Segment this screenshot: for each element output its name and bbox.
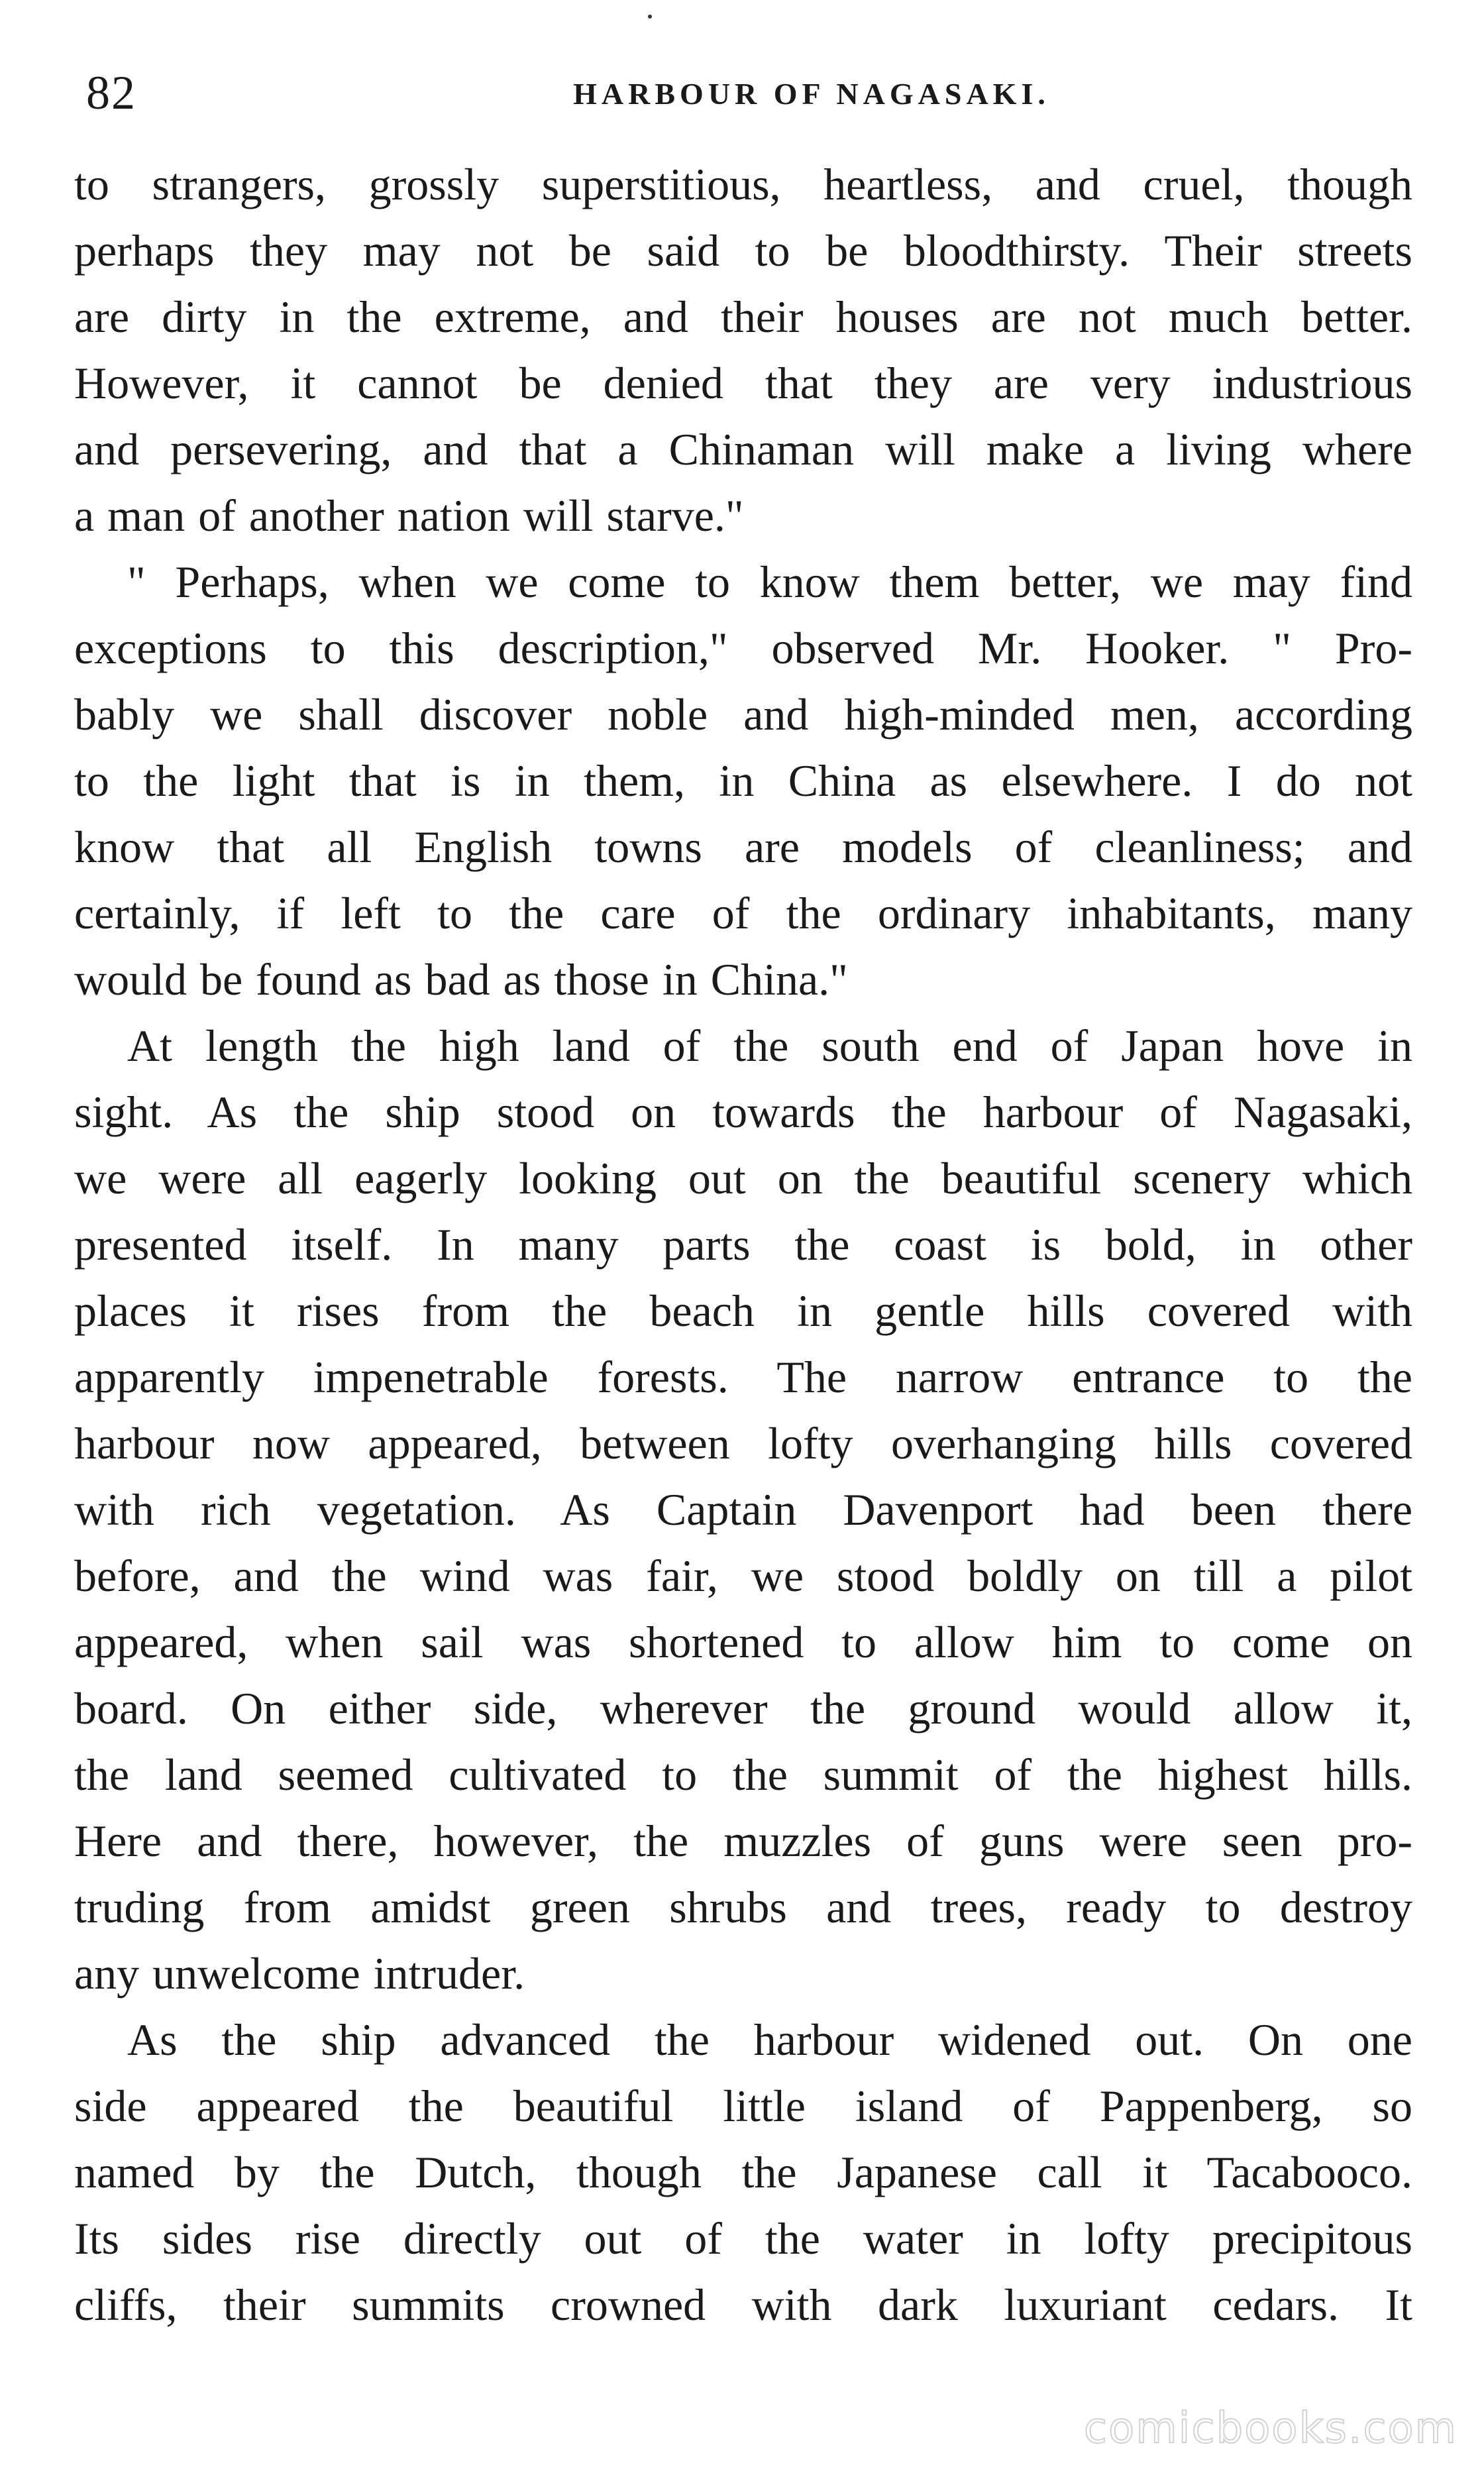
text-line: named by the Dutch, though the Japanese call it Tacabooco. xyxy=(74,2147,1412,2197)
text-line: presented itself. In many parts the coast is bold, in other xyxy=(74,1219,1412,1270)
text-line: a man of another nation will starve." xyxy=(74,490,744,541)
text-line: harbour now appeared, between lofty overhanging hills covered xyxy=(74,1418,1412,1468)
paragraph-3 xyxy=(74,1013,1412,2006)
watermark: comicbooks.com xyxy=(1083,2404,1458,2453)
text-line: are dirty in the extreme, and their houses are not much better. xyxy=(74,292,1412,342)
page-header xyxy=(73,63,1404,123)
ink-speck xyxy=(648,15,652,19)
text-line: would be found as bad as those in China." xyxy=(74,954,848,1005)
text-line: Here and there, however, the muzzles of guns were seen pro- xyxy=(74,1816,1412,1866)
text-line: appeared, when sail was shortened to allow him to come on xyxy=(74,1617,1412,1667)
paragraph-1 xyxy=(74,151,1412,549)
text-line: side appeared the beautiful little island of Pappenberg, so xyxy=(74,2081,1412,2131)
text-line: However, it cannot be denied that they are very industrious xyxy=(74,358,1412,408)
text-line: board. On either side, wherever the ground would allow it, xyxy=(74,1683,1412,1733)
paragraph-4 xyxy=(74,2006,1412,2338)
text-line: truding from amidst green shrubs and trees, ready to destroy xyxy=(74,1882,1412,1932)
text-line: At length the high land of the south end of Japan hove in xyxy=(127,1020,1412,1071)
text-line: before, and the wind was fair, we stood boldly on till a pilot xyxy=(74,1551,1412,1601)
text-line: to strangers, grossly superstitious, heartless, and cruel, though xyxy=(74,159,1412,209)
text-line: we were all eagerly looking out on the beautiful scenery which xyxy=(74,1153,1412,1203)
text-line: any unwelcome intruder. xyxy=(74,1948,525,1999)
text-line: apparently impenetrable forests. The narrow entrance to the xyxy=(74,1352,1412,1402)
text-line: bably we shall discover noble and high-minded men, according xyxy=(74,689,1412,740)
page-number: 82 xyxy=(86,66,136,119)
text-line: places it rises from the beach in gentle hills covered with xyxy=(74,1286,1412,1336)
text-line: to the light that is in them, in China as elsewhere. I do not xyxy=(74,755,1412,806)
text-line: sight. As the ship stood on towards the harbour of Nagasaki, xyxy=(74,1087,1412,1137)
running-head: HARBOUR OF NAGASAKI. xyxy=(573,77,1050,111)
text-line: certainly, if left to the care of the ordinary inhabitants, many xyxy=(74,888,1412,938)
text-line: with rich vegetation. As Captain Davenport had been there xyxy=(74,1484,1412,1535)
text-line: Its sides rise directly out of the water in lofty precipitous xyxy=(74,2213,1412,2264)
text-line: know that all English towns are models of cleanliness; and xyxy=(74,822,1412,872)
body-text xyxy=(74,151,1412,2338)
text-line: exceptions to this description," observed Mr. Hooker. " Pro- xyxy=(74,623,1412,673)
text-line: cliffs, their summits crowned with dark luxuriant cedars. It xyxy=(74,2280,1412,2330)
text-line: and persevering, and that a Chinaman will make a living where xyxy=(74,424,1412,474)
text-line: " Perhaps, when we come to know them better, we may find xyxy=(127,557,1412,607)
text-line: the land seemed cultivated to the summit of the highest hills. xyxy=(74,1749,1412,1800)
text-line: As the ship advanced the harbour widened out. On one xyxy=(127,2014,1412,2065)
paragraph-2 xyxy=(74,549,1412,1013)
text-line: perhaps they may not be said to be bloodthirsty. Their streets xyxy=(74,225,1412,276)
